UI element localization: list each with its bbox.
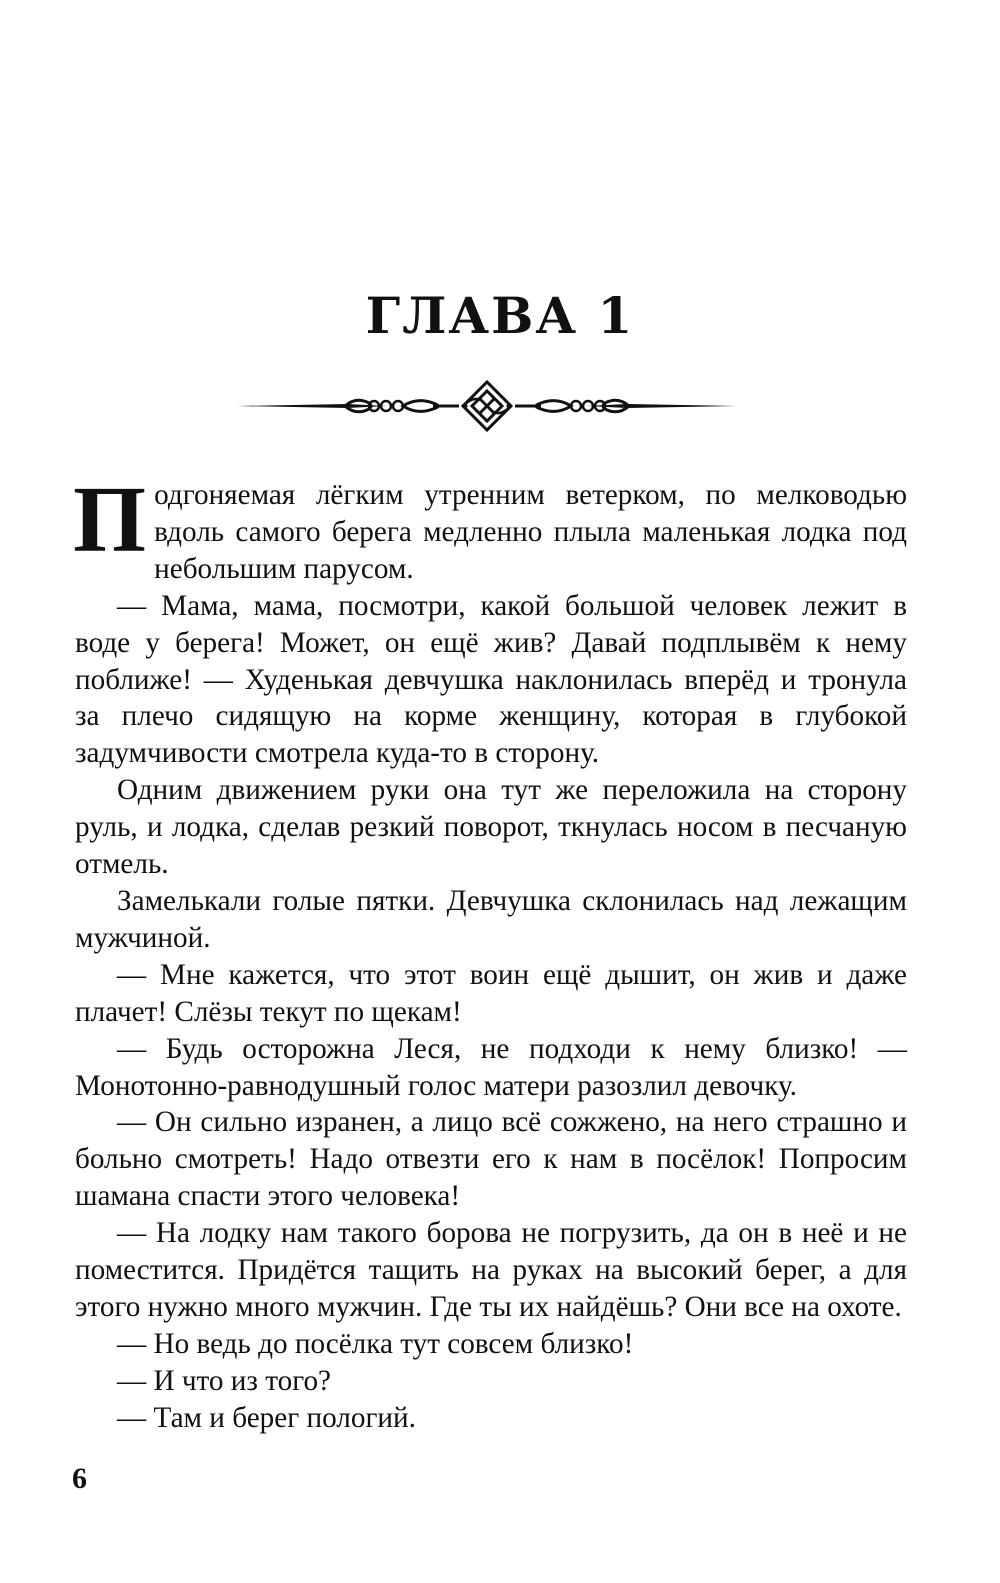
paragraph: — Там и берег пологий.	[117, 1401, 416, 1434]
page-number: 6	[72, 1462, 87, 1495]
paragraph: — Мама, мама, посмотри, какой большой человек лежит в воде у берега! Может, он ещё жив? Давай подплывём к нему поближе! — Худенькая девчушка наклонилась вперёд и тронула за плечо сидящую на корме женщину, которая в глубокой задумчивости смотрела куда-то в сторону.	[75, 589, 907, 770]
knot-ornament-divider-icon	[237, 380, 737, 432]
paragraph: — Он сильно изранен, а лицо всё сожжено, на него страшно и больно смотреть! Надо отвезти его к нам в посёлок! Попросим шамана спасти этого человека!	[75, 1106, 907, 1213]
chapter-body	[73, 468, 907, 1437]
paragraph: — На лодку нам такого борова не погрузить, да он в неё и не поместится. Придётся тащить на руках на высокий берег, а для этого нужно много мужчин. Где ты их найдёшь? Они все на охоте.	[75, 1217, 907, 1323]
paragraph: Одним движением руки она тут же переложила на сторону руль, и лодка, сделав резкий поворот, ткнулась носом в песчаную отмель.	[75, 774, 907, 881]
paragraph: — Мне кажется, что этот воин ещё дышит, он жив и даже плачет! Слёзы текут по щекам!	[75, 958, 907, 1028]
paragraph: — Но ведь до посёлка тут совсем близко!	[117, 1327, 634, 1360]
paragraph	[73, 468, 907, 588]
chapter-title: ГЛАВА 1	[365, 286, 635, 345]
paragraph: Замелькали голые пятки. Девчушка склонилась над лежащим мужчиной.	[75, 884, 907, 954]
drop-cap: П	[73, 468, 147, 572]
paragraph: — Будь осторожна Леся, не подходи к нему близко! — Монотонно-равнодушный голос матери разозлил девочку.	[75, 1032, 907, 1102]
paragraph-text: одгоняемая лёгким утренним ветерком, по мелководью вдоль самого берега медленно плыла маленькая лодка под небольшим парусом.	[154, 479, 907, 585]
paragraph: — И что из того?	[117, 1364, 332, 1397]
